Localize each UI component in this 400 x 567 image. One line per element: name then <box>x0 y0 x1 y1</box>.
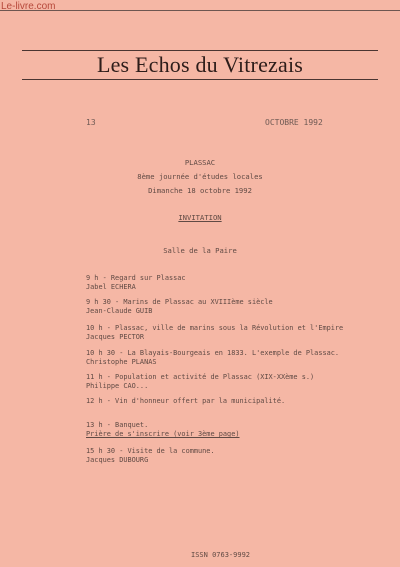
program-item <box>86 324 343 342</box>
program-item <box>86 421 240 439</box>
event-subtitle: 8ème journée d'études locales <box>137 172 263 181</box>
program-time-title: 10 h - Plassac, ville de marins sous la Révolution et l'Empire <box>86 324 344 332</box>
issue-date: OCTOBRE 1992 <box>265 118 323 127</box>
program-speaker: Jean-Claude GUIB <box>86 307 153 315</box>
event-date: Dimanche 18 octobre 1992 <box>148 186 252 195</box>
watermark: Le-livre.com <box>1 1 56 12</box>
program-speaker: Philippe CAO... <box>86 382 149 390</box>
program-time-title: 13 h - Banquet. <box>86 421 149 429</box>
invitation-heading: INVITATION <box>178 213 222 222</box>
issue-number: 13 <box>86 118 96 127</box>
program-time-title: 11 h - Population et activité de Plassac (XIX-XXème s.) <box>86 373 315 381</box>
program-item <box>86 397 285 406</box>
top-rule <box>0 10 400 11</box>
program-item <box>86 373 314 391</box>
program-item <box>86 274 186 292</box>
program-item <box>86 349 339 367</box>
program-time-title: 9 h 30 - Marins de Plassac au XVIIIème siècle <box>86 298 273 306</box>
program-item <box>86 298 273 316</box>
event-place: PLASSAC <box>184 158 216 167</box>
program-speaker: Jacques PECTOR <box>86 333 145 341</box>
program-note: Prière de s'inscrire (voir 3ème page) <box>86 430 240 438</box>
publication-title: Les Echos du Vitrezais <box>96 52 304 77</box>
program-speaker: Christophe PLANAS <box>86 358 157 366</box>
program-time-title: 12 h - Vin d'honneur offert par la municipalité. <box>86 397 286 405</box>
issn-code: ISSN 0763-9992 <box>191 551 251 559</box>
program-item <box>86 447 215 465</box>
program-time-title: 15 h 30 - Visite de la commune. <box>86 447 215 455</box>
program-time-title: 9 h - Regard sur Plassac <box>86 274 186 282</box>
program-speaker: Jabel ECHERA <box>86 283 136 291</box>
program-speaker: Jacques DUBOURG <box>86 456 149 464</box>
program-time-title: 10 h 30 - La Blayais-Bourgeais en 1833. L'exemple de Plassac. <box>86 349 340 357</box>
masthead <box>22 50 378 80</box>
venue: Salle de la Paire <box>163 246 237 255</box>
